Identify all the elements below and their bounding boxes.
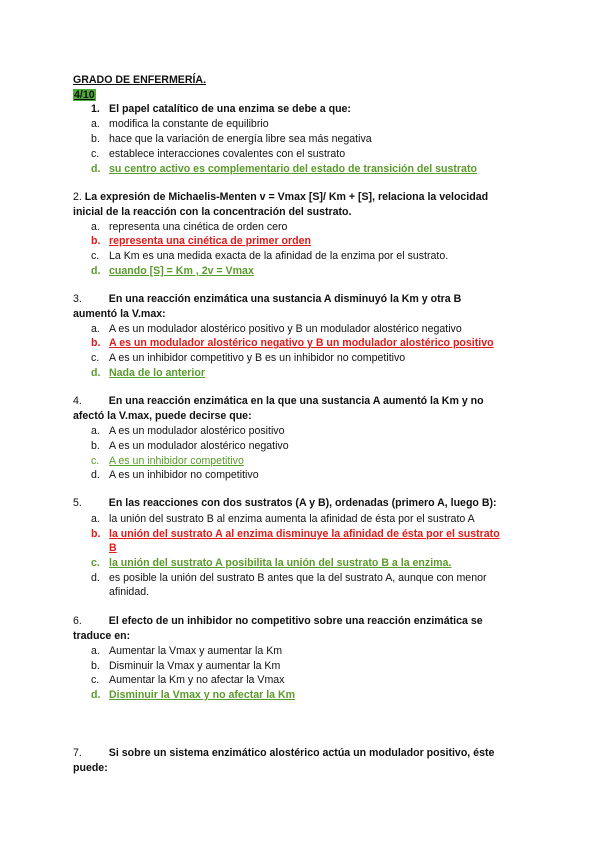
option-letter: c. [91,250,100,262]
question-number: 6. [73,615,82,627]
option-text: la unión del sustrato A al enzima disminuye la afinidad de ésta por el sustrato [109,528,500,540]
option-text: representa una cinética de primer orden [109,235,311,247]
option-text: Aumentar la Vmax y aumentar la Km [109,645,283,657]
question-number: 4. [73,395,82,407]
option-text-continued: B [109,542,117,554]
question-text-line2: afectó la V.max, puede decirse que: [73,410,252,422]
option-letter: c. [91,674,100,686]
option-text: la unión del sustrato B al enzima aumenta la afinidad de ésta por el sustrato A [109,513,475,525]
question-number: 2. [73,191,82,203]
option-text: la unión del sustrato A posibilita la unión del sustrato B a la enzima. [109,557,452,569]
option-letter: a. [91,118,100,130]
question-text-line2: traduce en: [73,630,131,642]
option-letter: b. [91,235,101,247]
option-letter: b. [91,440,100,452]
option-text-continued: afinidad. [109,586,150,598]
score-value: 4/10 [74,89,95,101]
question-number: 1. [91,103,100,115]
option-text: A es un inhibidor competitivo [109,455,244,467]
option-letter: b. [91,660,100,672]
question-5 [73,496,533,510]
option-text: A es un modulador alostérico positivo y B un modulador alostérico negativo [109,323,462,335]
question-3 [73,292,533,306]
option-text: A es un modulador alostérico negativo [109,440,289,452]
option-letter: c. [91,557,100,569]
question-text-line2: inicial de la reacción con la concentración del sustrato. [73,206,352,218]
option-text: su centro activo es complementario del estado de transición del sustrato [109,163,477,175]
document-title: GRADO DE ENFERMERÍA. [73,74,207,86]
option-letter: d. [91,572,100,584]
question-4 [73,394,533,408]
option-text: A es un inhibidor competitivo y B es un inhibidor no competitivo [109,352,406,364]
question-number: 7. [73,747,82,759]
option-letter: c. [91,455,100,467]
question-text-line2: aumentó la V.max: [73,308,166,320]
option-text: A es un modulador alostérico negativo y B un modulador alostérico positivo [109,337,494,349]
score-badge [73,88,96,102]
option-letter: d. [91,265,101,277]
question-text-line1: En las reacciones con dos sustratos (A y B), ordenadas (primero A, luego B): [108,497,497,509]
option-text: es posible la unión del sustrato B antes que la del sustrato A, aunque con menor [109,572,487,584]
option-text: hace que la variación de energía libre sea más negativa [109,133,372,145]
option-text: A es un inhibidor no competitivo [109,469,259,481]
option-letter: d. [91,469,100,481]
option-letter: b. [91,337,101,349]
question-text-line1: En una reacción enzimática en la que una sustancia A aumentó la Km y no [108,395,484,407]
option-letter: b. [91,528,101,540]
question-text-line1: La expresión de Michaelis-Menten v = Vmax [S]/ Km + [S], relaciona la velocidad [84,191,489,203]
option-text: Nada de lo anterior [109,367,205,379]
question-text-line1: Si sobre un sistema enzimático alostérico actúa un modulador positivo, éste [108,747,495,759]
option-letter: a. [91,425,100,437]
question-text-line1: En una reacción enzimática una sustancia A disminuyó la Km y otra B [108,293,462,305]
option-letter: a. [91,645,100,657]
question-text-line1: El efecto de un inhibidor no competitivo sobre una reacción enzimática se [108,615,483,627]
option-letter: c. [91,352,100,364]
option-letter: d. [91,367,101,379]
option-letter: a. [91,221,100,233]
question-number: 3. [73,293,82,305]
question-2 [73,190,533,204]
question-text-line2: puede: [73,762,108,774]
question-6 [73,614,533,628]
option-text: Disminuir la Vmax y aumentar la Km [109,660,281,672]
question-number: 5. [73,497,82,509]
option-text: Aumentar la Km y no afectar la Vmax [109,674,285,686]
option-text: establece interacciones covalentes con el sustrato [109,148,346,160]
option-text: Disminuir la Vmax y no afectar la Km [109,689,296,701]
option-letter: a. [91,323,100,335]
question-7 [73,746,533,760]
option-text: A es un modulador alostérico positivo [109,425,285,437]
option-letter: b. [91,133,100,145]
option-text: modifica la constante de equilibrio [109,118,269,130]
option-letter: c. [91,148,100,160]
option-text: cuando [S] = Km , 2v = Vmax [109,265,254,277]
option-text: representa una cinética de orden cero [109,221,288,233]
option-letter: d. [91,689,101,701]
question-text: El papel catalítico de una enzima se debe a que: [109,103,351,115]
option-letter: d. [91,163,101,175]
option-text: La Km es una medida exacta de la afinidad de la enzima por el sustrato. [109,250,449,262]
option-letter: a. [91,513,100,525]
